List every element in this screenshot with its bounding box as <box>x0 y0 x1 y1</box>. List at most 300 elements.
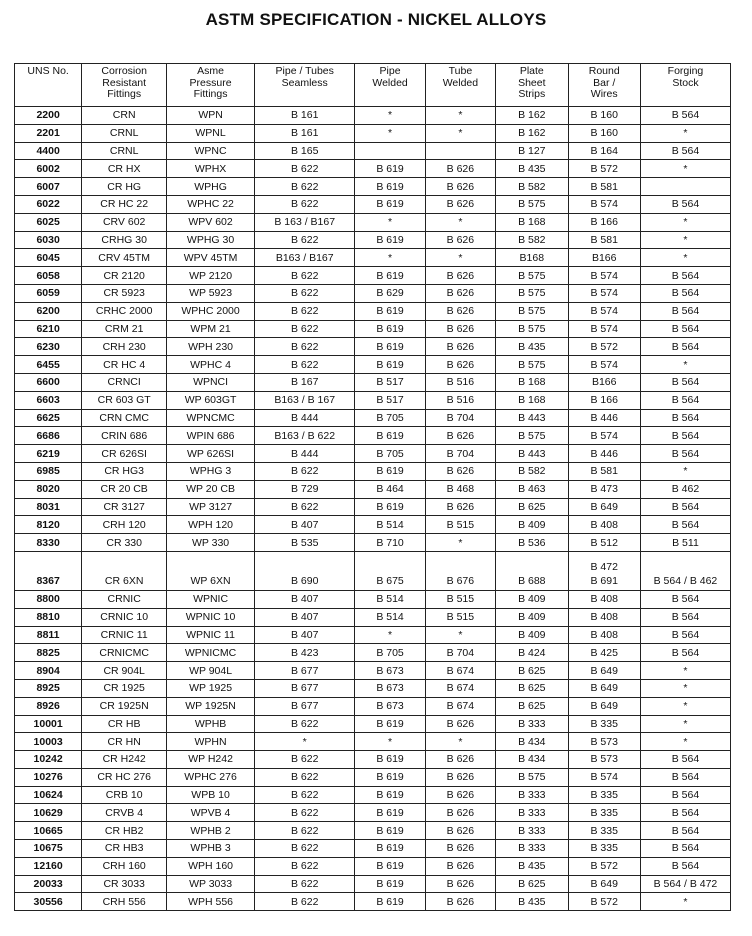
cell-forging: * <box>640 160 730 178</box>
cell-corrosion: CR 1925N <box>82 697 167 715</box>
cell-forging: B 564 <box>640 302 730 320</box>
table-row <box>15 893 731 911</box>
cell-pipe-seamless: B 622 <box>255 715 355 733</box>
cell-corrosion: CR HN <box>82 733 167 751</box>
cell-pipe-welded: B 619 <box>355 715 425 733</box>
cell-pipe-seamless: B 407 <box>255 590 355 608</box>
cell-pipe-seamless: B 444 <box>255 409 355 427</box>
cell-pipe-seamless: B 167 <box>255 373 355 391</box>
cell-round-bar: B 512 <box>568 534 640 552</box>
cell-pipe-welded <box>355 142 425 160</box>
cell-asme: WPV 45TM <box>167 249 255 267</box>
cell-round-bar-extra: B 472 <box>590 560 618 573</box>
cell-pipe-welded: B 619 <box>355 768 425 786</box>
cell-pipe-seamless: B 622 <box>255 178 355 196</box>
table-row <box>15 107 731 125</box>
table-row <box>15 498 731 516</box>
cell-uns: 6059 <box>15 284 82 302</box>
cell-pipe-seamless: B 622 <box>255 462 355 480</box>
cell-round-bar: B 581 <box>568 178 640 196</box>
cell-pipe-welded: B 675 <box>355 551 425 590</box>
cell-uns: 6210 <box>15 320 82 338</box>
cell-uns: 8811 <box>15 626 82 644</box>
table-row <box>15 356 731 374</box>
cell-plate: B 333 <box>496 822 568 840</box>
cell-corrosion: CR 2120 <box>82 267 167 285</box>
cell-asme: WPHB 3 <box>167 840 255 858</box>
cell-asme: WPNICMC <box>167 644 255 662</box>
cell-corrosion: CRVB 4 <box>82 804 167 822</box>
cell-plate: B 168 <box>496 373 568 391</box>
cell-uns: 6600 <box>15 373 82 391</box>
cell-plate: B 333 <box>496 804 568 822</box>
cell-uns: 2200 <box>15 107 82 125</box>
cell-tube-welded: B 626 <box>425 804 495 822</box>
cell-round-bar: B 425 <box>568 644 640 662</box>
cell-uns: 8020 <box>15 480 82 498</box>
cell-tube-welded: B 626 <box>425 751 495 769</box>
cell-corrosion: CR HC 4 <box>82 356 167 374</box>
cell-tube-welded: B 626 <box>425 786 495 804</box>
page-title: ASTM SPECIFICATION - NICKEL ALLOYS <box>205 10 547 29</box>
table-row <box>15 267 731 285</box>
table-row <box>15 142 731 160</box>
table-row <box>15 462 731 480</box>
cell-round-bar: B 649 <box>568 679 640 697</box>
cell-pipe-seamless: B 622 <box>255 893 355 911</box>
table-row <box>15 822 731 840</box>
table-row <box>15 590 731 608</box>
table-row <box>15 662 731 680</box>
cell-plate: B 333 <box>496 840 568 858</box>
table-row <box>15 427 731 445</box>
cell-asme: WP 603GT <box>167 391 255 409</box>
cell-tube-welded: B 626 <box>425 338 495 356</box>
cell-asme: WP 2120 <box>167 267 255 285</box>
header-pipe-tubes-seamless: Pipe / Tubes Seamless <box>255 64 355 107</box>
cell-pipe-seamless: B 622 <box>255 356 355 374</box>
table-row <box>15 697 731 715</box>
cell-uns: 6030 <box>15 231 82 249</box>
table-row <box>15 195 731 213</box>
cell-tube-welded: B 626 <box>425 302 495 320</box>
table-row <box>15 733 731 751</box>
cell-corrosion: CR 626SI <box>82 445 167 463</box>
cell-pipe-seamless: B 729 <box>255 480 355 498</box>
cell-corrosion: CRV 602 <box>82 213 167 231</box>
cell-pipe-seamless: B 622 <box>255 498 355 516</box>
cell-corrosion: CRH 230 <box>82 338 167 356</box>
cell-tube-welded: * <box>425 626 495 644</box>
cell-asme: WP 1925N <box>167 697 255 715</box>
cell-uns: 6686 <box>15 427 82 445</box>
cell-corrosion: CRV 45TM <box>82 249 167 267</box>
cell-forging: B 564 <box>640 768 730 786</box>
cell-forging: B 564 <box>640 840 730 858</box>
table-row <box>15 302 731 320</box>
cell-plate: B 333 <box>496 786 568 804</box>
cell-asme: WPIN 686 <box>167 427 255 445</box>
header-round-bar-wires: Round Bar / Wires <box>568 64 640 107</box>
cell-round-bar: B 573 <box>568 751 640 769</box>
cell-round-bar: B 166 <box>568 213 640 231</box>
table-row <box>15 768 731 786</box>
cell-round-bar: B 335 <box>568 840 640 858</box>
cell-plate: B 162 <box>496 124 568 142</box>
cell-pipe-welded: B 710 <box>355 534 425 552</box>
cell-forging: B 564 / B 472 <box>640 875 730 893</box>
cell-corrosion: CRNIC <box>82 590 167 608</box>
cell-plate: B 575 <box>496 267 568 285</box>
cell-round-bar: B 581 <box>568 462 640 480</box>
cell-corrosion: CR HB2 <box>82 822 167 840</box>
cell-round-bar: B 649 <box>568 662 640 680</box>
cell-pipe-seamless: B 622 <box>255 160 355 178</box>
cell-asme: WPHB <box>167 715 255 733</box>
cell-pipe-seamless: B 622 <box>255 786 355 804</box>
cell-forging: * <box>640 356 730 374</box>
cell-forging: * <box>640 249 730 267</box>
header-row <box>15 64 731 107</box>
cell-pipe-welded: B 619 <box>355 195 425 213</box>
cell-tube-welded: B 515 <box>425 516 495 534</box>
cell-round-bar: B 408 <box>568 608 640 626</box>
cell-asme: WPHX <box>167 160 255 178</box>
cell-forging: B 564 / B 462 <box>640 551 730 590</box>
cell-pipe-welded: B 629 <box>355 284 425 302</box>
cell-corrosion: CR HC 276 <box>82 768 167 786</box>
table-row <box>15 445 731 463</box>
cell-pipe-welded: * <box>355 107 425 125</box>
cell-forging <box>640 178 730 196</box>
table-body <box>15 107 731 911</box>
cell-round-bar: B 408 <box>568 516 640 534</box>
table-row <box>15 338 731 356</box>
cell-forging: B 564 <box>640 409 730 427</box>
cell-plate: B 575 <box>496 284 568 302</box>
cell-uns: 6007 <box>15 178 82 196</box>
cell-asme: WPHB 2 <box>167 822 255 840</box>
astm-nickel-alloys-table <box>14 63 731 911</box>
cell-corrosion: CRNCI <box>82 373 167 391</box>
cell-asme: WPH 230 <box>167 338 255 356</box>
cell-asme: WPNIC <box>167 590 255 608</box>
cell-uns: 6045 <box>15 249 82 267</box>
cell-round-bar: B 160 <box>568 124 640 142</box>
cell-uns: 8926 <box>15 697 82 715</box>
cell-forging: * <box>640 213 730 231</box>
cell-asme: WP 626SI <box>167 445 255 463</box>
table-row <box>15 751 731 769</box>
cell-uns: 8330 <box>15 534 82 552</box>
cell-pipe-seamless: B 622 <box>255 751 355 769</box>
cell-tube-welded: B 626 <box>425 160 495 178</box>
cell-forging: B 564 <box>640 644 730 662</box>
cell-uns: 8825 <box>15 644 82 662</box>
cell-tube-welded: * <box>425 107 495 125</box>
cell-pipe-welded: B 619 <box>355 893 425 911</box>
cell-uns: 8031 <box>15 498 82 516</box>
cell-tube-welded: B 468 <box>425 480 495 498</box>
cell-asme: WPHN <box>167 733 255 751</box>
cell-pipe-seamless: B 622 <box>255 338 355 356</box>
cell-corrosion: CRNICMC <box>82 644 167 662</box>
cell-tube-welded: * <box>425 124 495 142</box>
cell-uns: 10629 <box>15 804 82 822</box>
cell-pipe-seamless: B 677 <box>255 697 355 715</box>
cell-uns: 6625 <box>15 409 82 427</box>
cell-tube-welded: B 626 <box>425 320 495 338</box>
cell-asme: WP 3127 <box>167 498 255 516</box>
cell-tube-welded: B 674 <box>425 697 495 715</box>
cell-plate: B 162 <box>496 107 568 125</box>
cell-corrosion: CRH 556 <box>82 893 167 911</box>
cell-tube-welded: B 626 <box>425 857 495 875</box>
cell-round-bar: B 574 <box>568 356 640 374</box>
cell-pipe-welded: B 619 <box>355 160 425 178</box>
cell-round-bar: B 572 <box>568 857 640 875</box>
cell-pipe-welded: B 619 <box>355 857 425 875</box>
cell-asme: WPNCMC <box>167 409 255 427</box>
cell-plate: B 575 <box>496 320 568 338</box>
cell-asme: WPNIC 10 <box>167 608 255 626</box>
cell-round-bar: B 335 <box>568 715 640 733</box>
cell-asme: WPHC 4 <box>167 356 255 374</box>
cell-forging: B 564 <box>640 391 730 409</box>
cell-forging: B 564 <box>640 626 730 644</box>
cell-pipe-seamless: B 622 <box>255 768 355 786</box>
cell-uns: 6219 <box>15 445 82 463</box>
cell-pipe-welded: B 619 <box>355 498 425 516</box>
table-row <box>15 786 731 804</box>
cell-forging: B 462 <box>640 480 730 498</box>
cell-pipe-seamless: B 535 <box>255 534 355 552</box>
cell-uns: 12160 <box>15 857 82 875</box>
cell-corrosion: CR HX <box>82 160 167 178</box>
table-row <box>15 409 731 427</box>
cell-forging: B 564 <box>640 804 730 822</box>
cell-pipe-welded: B 619 <box>355 751 425 769</box>
cell-forging: B 564 <box>640 142 730 160</box>
cell-round-bar: B 408 <box>568 590 640 608</box>
cell-tube-welded: B 626 <box>425 893 495 911</box>
cell-tube-welded: B 626 <box>425 822 495 840</box>
cell-asme: WPHG 30 <box>167 231 255 249</box>
cell-forging: B 564 <box>640 822 730 840</box>
cell-pipe-welded: B 619 <box>355 302 425 320</box>
cell-corrosion: CR 3127 <box>82 498 167 516</box>
cell-pipe-welded: B 619 <box>355 875 425 893</box>
table-row <box>15 875 731 893</box>
cell-forging: B 564 <box>640 590 730 608</box>
cell-pipe-seamless: B 161 <box>255 124 355 142</box>
cell-pipe-seamless: B 622 <box>255 857 355 875</box>
cell-uns: 6455 <box>15 356 82 374</box>
cell-corrosion: CR 3033 <box>82 875 167 893</box>
cell-pipe-welded: B 705 <box>355 409 425 427</box>
cell-uns: 6022 <box>15 195 82 213</box>
cell-plate: B 409 <box>496 608 568 626</box>
cell-forging: B 564 <box>640 320 730 338</box>
cell-forging: * <box>640 715 730 733</box>
cell-tube-welded: * <box>425 534 495 552</box>
cell-pipe-seamless: B 407 <box>255 516 355 534</box>
cell-forging: * <box>640 697 730 715</box>
cell-pipe-seamless: B 622 <box>255 284 355 302</box>
cell-pipe-welded: B 619 <box>355 840 425 858</box>
cell-asme: WP 20 CB <box>167 480 255 498</box>
cell-uns: 6058 <box>15 267 82 285</box>
cell-pipe-seamless: B 622 <box>255 267 355 285</box>
cell-tube-welded: B 626 <box>425 195 495 213</box>
cell-tube-welded: B 704 <box>425 644 495 662</box>
cell-forging: B 564 <box>640 857 730 875</box>
cell-corrosion: CRH 120 <box>82 516 167 534</box>
cell-tube-welded <box>425 142 495 160</box>
cell-round-bar: B 166 <box>568 391 640 409</box>
cell-tube-welded: * <box>425 733 495 751</box>
header-plate-sheet-strips: Plate Sheet Strips <box>496 64 568 107</box>
cell-asme: WP 6XN <box>167 551 255 590</box>
cell-corrosion: CRN CMC <box>82 409 167 427</box>
cell-plate: B 443 <box>496 445 568 463</box>
cell-uns: 6200 <box>15 302 82 320</box>
cell-forging: B 564 <box>640 445 730 463</box>
cell-corrosion: CR HB <box>82 715 167 733</box>
table-row <box>15 534 731 552</box>
cell-round-bar: B 649 <box>568 697 640 715</box>
cell-plate: B 582 <box>496 178 568 196</box>
cell-tube-welded: B 626 <box>425 231 495 249</box>
cell-pipe-welded: B 619 <box>355 356 425 374</box>
cell-plate: B 127 <box>496 142 568 160</box>
cell-plate: B 409 <box>496 516 568 534</box>
cell-forging: B 564 <box>640 195 730 213</box>
cell-round-bar: B 164 <box>568 142 640 160</box>
cell-tube-welded: B 515 <box>425 608 495 626</box>
cell-round-bar: B 572 <box>568 338 640 356</box>
cell-forging: B 564 <box>640 107 730 125</box>
cell-round-bar: B 446 <box>568 409 640 427</box>
cell-round-bar: B166 <box>568 249 640 267</box>
table-row <box>15 391 731 409</box>
cell-tube-welded: B 674 <box>425 679 495 697</box>
cell-pipe-welded: B 705 <box>355 445 425 463</box>
table-row <box>15 320 731 338</box>
cell-corrosion: CR H242 <box>82 751 167 769</box>
cell-asme: WP 330 <box>167 534 255 552</box>
cell-plate: B 435 <box>496 893 568 911</box>
cell-round-bar: B 335 <box>568 822 640 840</box>
cell-round-bar: B 335 <box>568 786 640 804</box>
table-row <box>15 516 731 534</box>
table-row <box>15 373 731 391</box>
cell-pipe-seamless: B 423 <box>255 644 355 662</box>
header-uns: UNS No. <box>15 64 82 107</box>
cell-plate: B 424 <box>496 644 568 662</box>
cell-round-bar: B 649 <box>568 875 640 893</box>
cell-tube-welded: B 515 <box>425 590 495 608</box>
cell-pipe-seamless: B 165 <box>255 142 355 160</box>
cell-tube-welded: B 626 <box>425 178 495 196</box>
cell-round-bar: B 574 <box>568 195 640 213</box>
cell-tube-welded: B 626 <box>425 284 495 302</box>
cell-pipe-seamless: B 163 / B167 <box>255 213 355 231</box>
cell-uns: 30556 <box>15 893 82 911</box>
cell-tube-welded: * <box>425 249 495 267</box>
cell-pipe-seamless: B163 / B167 <box>255 249 355 267</box>
cell-round-bar: B 573 <box>568 733 640 751</box>
cell-plate: B 625 <box>496 679 568 697</box>
cell-asme: WPHC 2000 <box>167 302 255 320</box>
cell-plate: B 625 <box>496 498 568 516</box>
cell-asme: WPHG 3 <box>167 462 255 480</box>
cell-asme: WPNCI <box>167 373 255 391</box>
cell-pipe-seamless: B 622 <box>255 320 355 338</box>
cell-pipe-seamless: B 622 <box>255 302 355 320</box>
cell-plate: B 443 <box>496 409 568 427</box>
cell-uns: 4400 <box>15 142 82 160</box>
cell-pipe-welded: * <box>355 626 425 644</box>
cell-tube-welded: B 626 <box>425 840 495 858</box>
cell-plate: B 435 <box>496 160 568 178</box>
cell-round-bar: B 473 <box>568 480 640 498</box>
cell-forging: B 564 <box>640 284 730 302</box>
cell-corrosion: CR HC 22 <box>82 195 167 213</box>
cell-corrosion: CR HG <box>82 178 167 196</box>
cell-uns: 8810 <box>15 608 82 626</box>
cell-asme: WPV 602 <box>167 213 255 231</box>
cell-asme: WP 3033 <box>167 875 255 893</box>
cell-tube-welded: B 516 <box>425 373 495 391</box>
cell-corrosion: CRNL <box>82 142 167 160</box>
cell-corrosion: CR 904L <box>82 662 167 680</box>
cell-pipe-welded: B 619 <box>355 427 425 445</box>
cell-pipe-welded: B 619 <box>355 338 425 356</box>
cell-pipe-seamless: B 622 <box>255 822 355 840</box>
header-tube-welded: Tube Welded <box>425 64 495 107</box>
cell-plate: B 536 <box>496 534 568 552</box>
cell-tube-welded: * <box>425 213 495 231</box>
cell-asme: WPM 21 <box>167 320 255 338</box>
cell-plate: B 575 <box>496 768 568 786</box>
cell-plate: B 625 <box>496 662 568 680</box>
cell-asme: WPB 10 <box>167 786 255 804</box>
cell-plate: B 435 <box>496 338 568 356</box>
table-row <box>15 804 731 822</box>
table-row <box>15 551 731 590</box>
cell-pipe-welded: B 619 <box>355 786 425 804</box>
header-corrosion-resistant-fittings: Corrosion Resistant Fittings <box>82 64 167 107</box>
cell-forging: * <box>640 662 730 680</box>
cell-tube-welded: B 626 <box>425 875 495 893</box>
cell-forging: B 564 <box>640 786 730 804</box>
table-row <box>15 608 731 626</box>
cell-pipe-seamless: B 161 <box>255 107 355 125</box>
cell-round-bar: B 649 <box>568 498 640 516</box>
cell-forging: * <box>640 124 730 142</box>
cell-uns: 6002 <box>15 160 82 178</box>
cell-round-bar: B 574 <box>568 427 640 445</box>
cell-asme: WPNC <box>167 142 255 160</box>
cell-pipe-seamless: B 622 <box>255 195 355 213</box>
cell-corrosion: CRHC 2000 <box>82 302 167 320</box>
cell-uns: 8800 <box>15 590 82 608</box>
cell-tube-welded: B 676 <box>425 551 495 590</box>
cell-pipe-welded: B 619 <box>355 231 425 249</box>
cell-plate: B 409 <box>496 590 568 608</box>
cell-round-bar: B 574 <box>568 320 640 338</box>
